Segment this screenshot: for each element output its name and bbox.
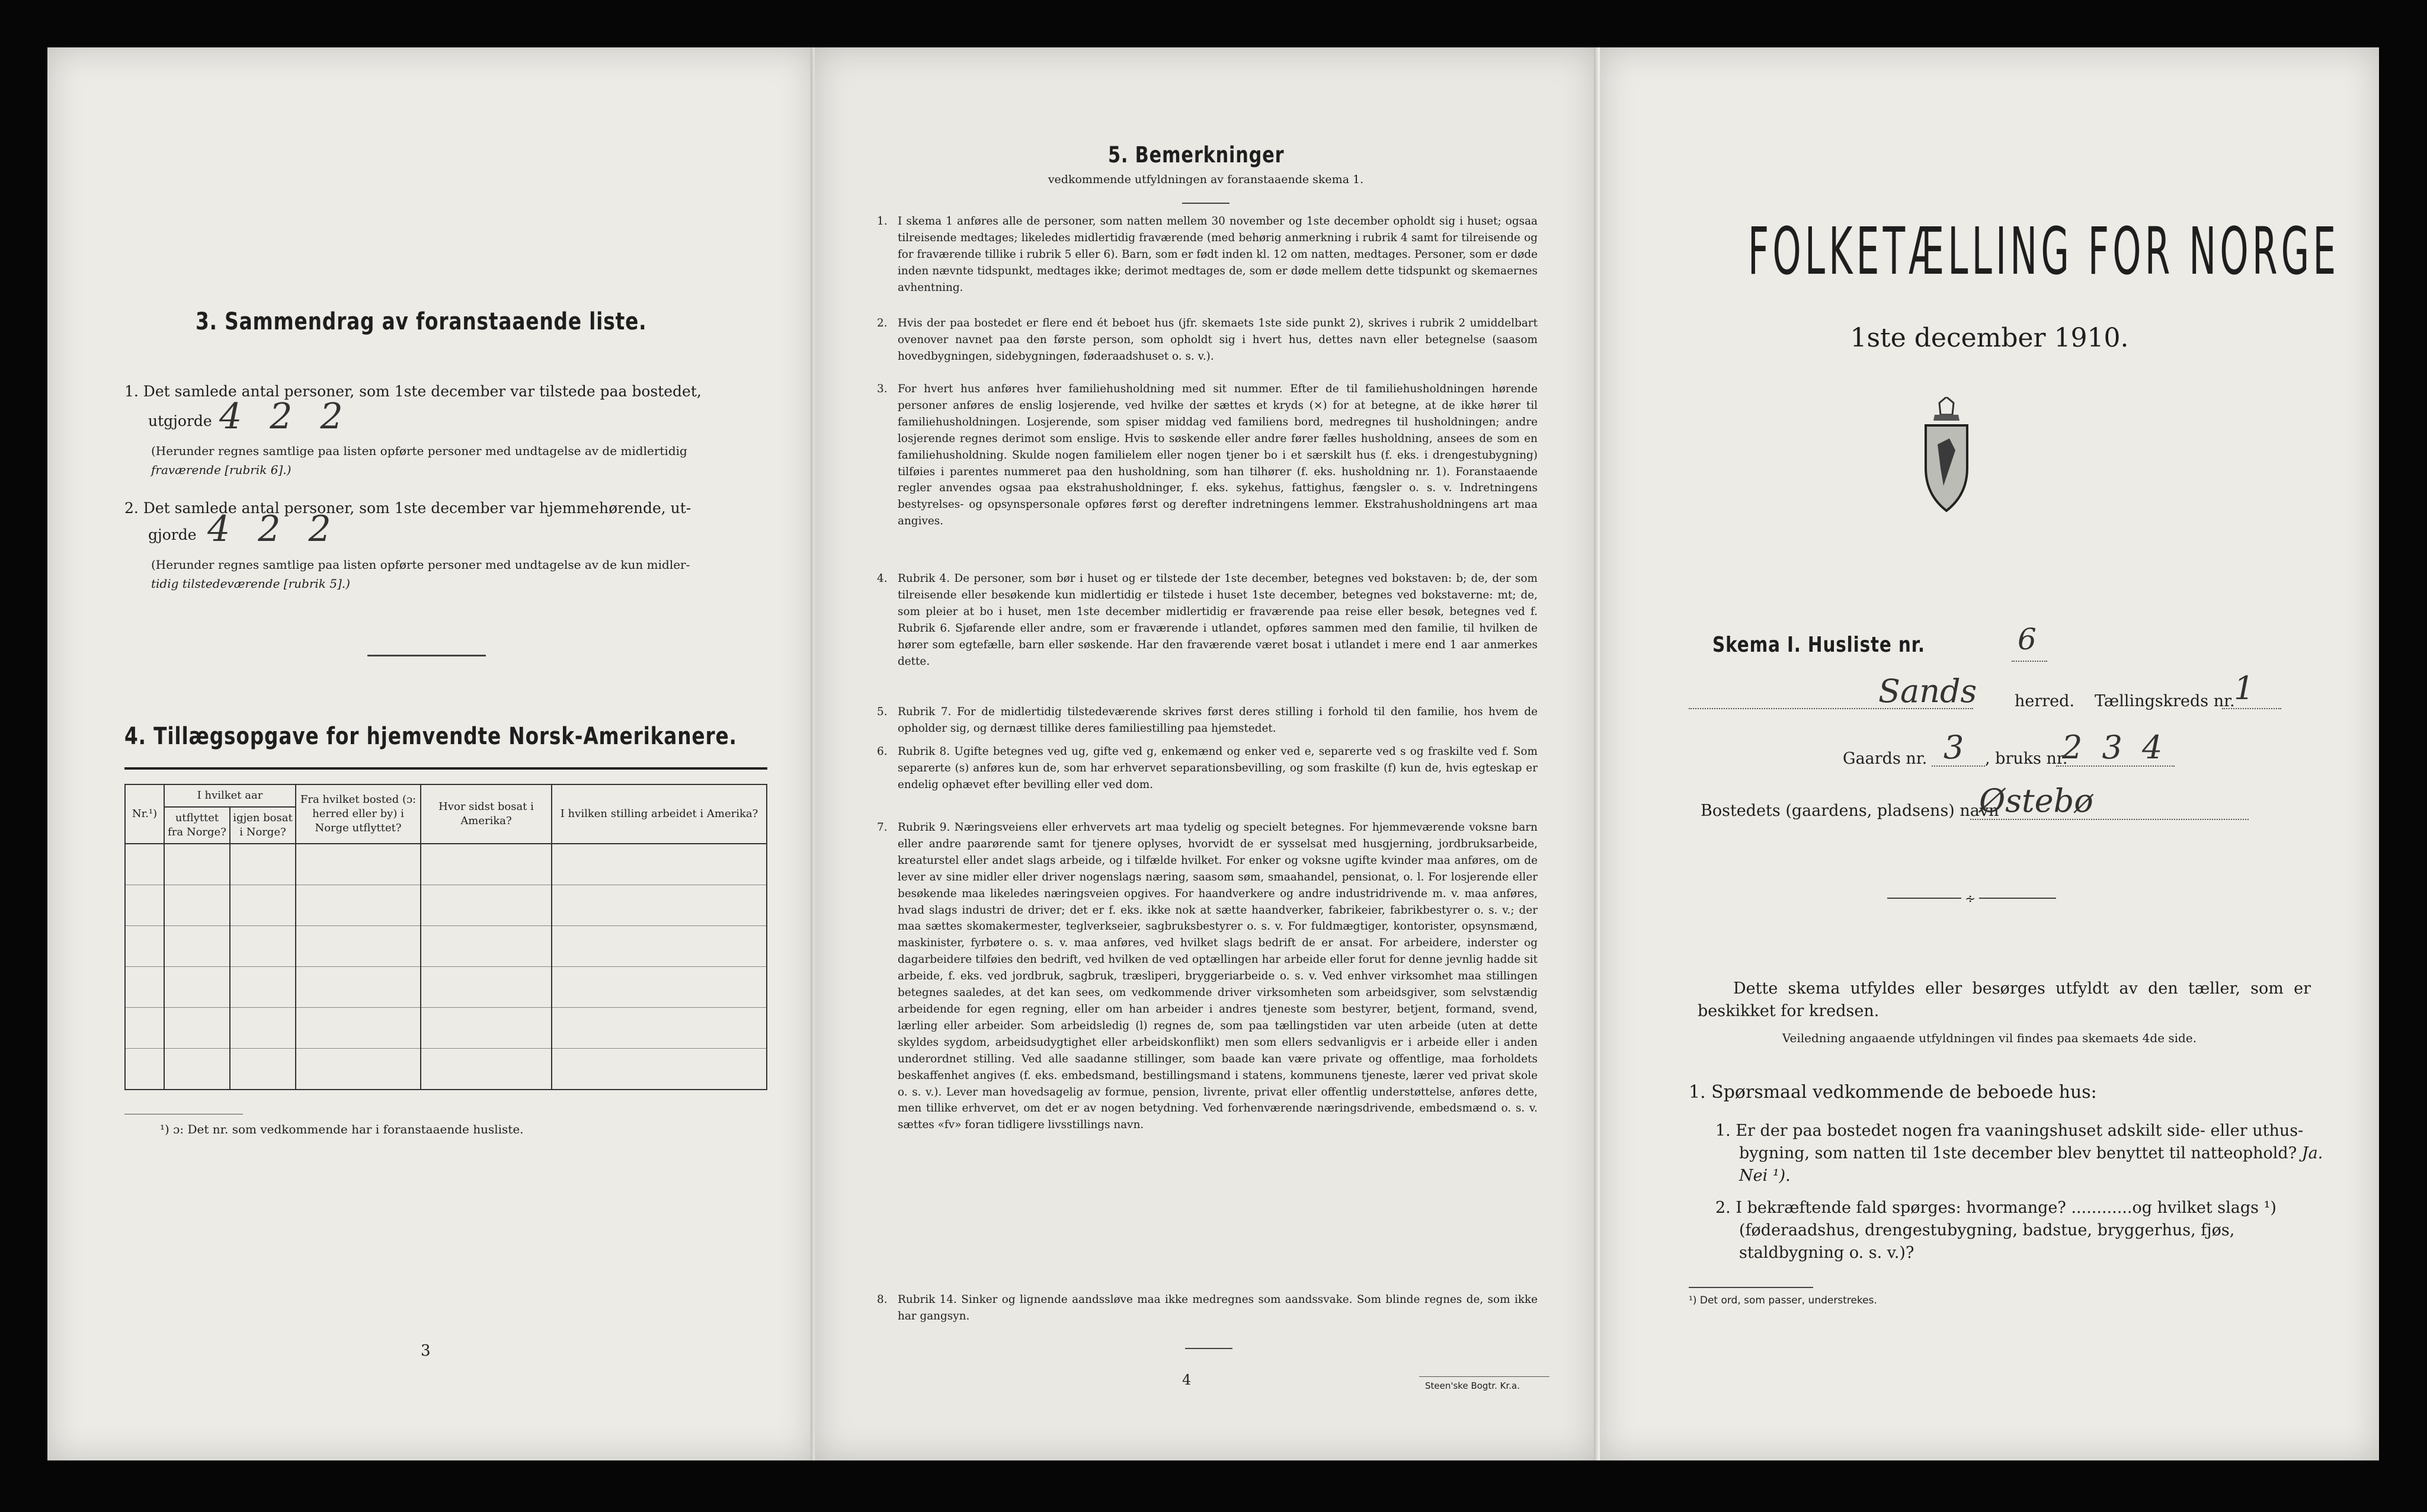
table-row [125,885,767,926]
kreds-label: Tællingskreds nr. [2095,692,2235,710]
census-date: 1ste december 1910. [1850,323,2129,353]
bruks-label: , bruks nr. [1985,749,2068,768]
herred-label: herred. [2015,692,2075,710]
col-nr: Nr.¹) [125,784,164,844]
gaards-value[interactable]: 3 [1943,729,1964,766]
item1-text: 1. Det samlede antal personer, som 1ste december var tilstede paa bostedet, [124,383,702,400]
col-emigrated: utflyttet fra Norge? [164,807,230,844]
gaards-label: Gaards nr. [1843,749,1927,768]
remark-text: Rubrik 4. De personer, som bør i huset og er tilstede der 1ste december, betegnes ved bokstaven: b; de, der som tilreisende eller besøkende kun midlertidig er tilstede i huset 1ste december, betegnes ved bokstaverne: mt; de, som pleier at bo i huset, men 1ste december midlertidig er fraværende paa reise eller besøk, betegnes ved f. Rubrik 6. Sjøfarende eller andre, som er fraværende i utlandet, opføres sammen med den familie, til hvilken de hører som egtefælle, barn eller søskende. Har den fraværende været bosat i utlandet i mere end 1 aar anmerkes dette. [898,572,1538,668]
census-title: FOLKETÆLLING FOR NORGE [1747,213,2340,289]
remarks-title: 5. Bemerkninger [1108,142,1285,168]
printer-name: Steen'ske Bogtr. Kr.a. [1425,1380,1520,1391]
husliste-number[interactable]: 6 [2018,622,2037,656]
question-1-text: 1. Er der paa bostedet nogen fra vaaningshuset adskilt side- eller uthus-bygning, som natten til 1ste december blev benyttet til natteophold? [1715,1122,2304,1162]
gaards-line [1932,765,1985,767]
remark-4 [877,571,1538,669]
col-returned: igjen bosat i Norge? [230,807,296,844]
remark-text: Hvis der paa bostedet er flere end ét beboet hus (jfr. skemaets 1ste side punkt 2), skrives i rubrik 2 umiddelbart ovenover navnet paa den første person, som opholdt sig i hvert hus, dettes navn eller betegnelse (saasom hovedbygningen, sidebygningen, føderaadshuset o. s. v.). [898,317,1538,363]
remark-8 [877,1292,1538,1325]
page-number: 3 [421,1342,431,1360]
section4-title: 4. Tillægsopgave for hjemvendte Norsk-Amerikanere. [124,723,737,750]
remark-2 [877,315,1538,365]
bosted-value[interactable]: Østebø [1979,782,2093,819]
col-last-residence: Hvor sidst bosat i Amerika? [421,784,552,844]
col-year-group: I hvilket aar [164,784,296,807]
skema-label: Skema I. Husliste nr. [1712,633,1925,657]
info-note: Veiledning angaaende utfyldningen vil findes paa skemaets 4de side. [1782,1031,2197,1045]
item1-prefix: utgjorde [148,412,212,430]
divider [1182,203,1229,204]
question-2: 2. I bekræftende fald spørges: hvormange? ............og hvilket slags ¹) (føderaadshus, drengestubygning, badstue, bryggerhus, fjøs, staldbygning o. s. v.)? [1715,1199,2276,1262]
section3-title: 3. Sammendrag av foranstaaende liste. [196,308,647,335]
remark-text: Rubrik 9. Næringsveiens eller erhvervets art maa tydelig og specielt betegnes. For hjemmeværende voksne barn eller andre paarørende samt for tjenere oplyses, hvorvidt de er sysselsat med husgjerning, jordbruksarbeide, kreaturstel eller andet slags arbeide, og i tilfælde hvilket. For enker og voksne ugifte kvinder maa anføres, om de lever av sine midler eller driver nogenslags næring, saasom søm, smaahandel, pensionat, o. l. For losjerende eller besøkende maa likeledes næringsveien opgives. For haandverkere og andre industridrivende m. v. maa anføres, hvad slags industri de driver; det er f. eks. ikke nok at sætte haandverker, fabrikeier, fabrikbestyrer o. s. v.; der maa sættes skomakermester, teglverkseier, sagbruksbestyrer o. s. v. For fuldmægtiger, kontorister, opsynsmænd, maskinister, fyrbøtere o. s. v. maa anføres, ved hvilket slags bedrift de er ansat. For arbeidere, inderster og dagarbeidere tilføies den bedrift, ved hvilken de ved optællingen har arbeide eller forut for denne jevnlig hadde sit arbeide, f. eks. ved jordbruk, sagbruk, træsliperi, bryggeriarbeide o. s. v. Ved enhver virksomhet maa stillingen betegnes saaledes, at det kan sees, om vedkommende driver virksomheten som arbeidsgiver, som selvstændig arbeidende for egen regning, eller om han arbeider i andres tjeneste som bestyrer, betjent, formand, svend, lærling eller arbeider. Som arbeidsledig (l) regnes de, som paa tællingstiden var uten arbeide (uten at dette skyldes sygdom, arbeidsudygtighet eller arbeidskonflikt) men som ellers sedvanligvis er i arbeide eller i anden underordnet stilling. Ved alle saadanne stillinger, som baade kan være private og offentlige, maa forholdets beskaffenhet angives (f. eks. embedsmand, bestillingsmand i statens, kommunens tjeneste, lærer ved privat skole o. s. v.). Lever man hovedsagelig av formue, pension, livrente, privat eller offentlig understøttelse, anføres dette, men tillike erhvervet, om det er av nogen betydning. Ved forhenværende næringsdrivende, embedsmænd o. s. v. sættes «fv» foran tidligere livsstillings navn. [898,821,1538,1132]
remark-text: Rubrik 14. Sinker og lignende aandssløve maa ikke medregnes som aandssvake. Som blinde regnes de, som ikke har gangsyn. [898,1293,1538,1322]
remark-number: 3. [877,383,888,395]
divider [367,655,486,656]
kreds-line [2222,708,2281,709]
herred-value[interactable]: Sands [1878,672,1977,710]
table-top-rule [124,767,767,770]
remark-6 [877,744,1538,793]
bosted-label: Bostedets (gaardens, pladsens) navn [1701,802,1999,820]
remark-text: I skema 1 anføres alle de personer, som natten mellem 30 november og 1ste december opholdt sig i huset; ogsaa tilreisende medtages; likeledes midlertidig fraværende (med behørig anmerkning i rubrik 4 samt for tilreisende og for fraværende tillike i rubrik 5 eller 6). Barn, som er født inden kl. 12 om natten, medtages. Personer, som er døde inden nævnte tidspunkt, medtages ikke; derimot medtages de, som er døde mellem dette tidspunkt og skemaernes avhentning. [898,215,1538,294]
table-row [125,1049,767,1090]
remark-number: 8. [877,1293,888,1306]
remark-number: 1. [877,215,888,228]
info-text: Dette skema utfyldes eller besørges utfyldt av den tæller, som er beskikket for kredsen. [1698,979,2311,1020]
remark-text: Rubrik 8. Ugifte betegnes ved ug, gifte ved g, enkemænd og enker ved e, separerte ved s og fraskilte ved f. Som separerte (s) anføres kun de, som har erhvervet separationsbevilling, og som fraskilte (f) kun de, hvis egteskap er endelig ophævet efter bevilling eller ved dom. [898,745,1538,791]
page-summary [47,47,815,1460]
page-number: 4 [1182,1372,1192,1388]
remark-number: 2. [877,317,888,329]
table-row [125,844,767,885]
item1-note1: (Herunder regnes samtlige paa listen opførte personer med undtagelse av de midlertidig [151,444,687,458]
coat-of-arms-icon [1917,397,1976,515]
footnote: ¹) ɔ: Det nr. som vedkommende har i foranstaaende husliste. [160,1122,524,1136]
remark-5 [877,704,1538,737]
item2-note1: (Herunder regnes samtlige paa listen opførte personer med undtagelse av de kun midler- [151,558,690,572]
page-cover [1600,47,2379,1460]
remark-number: 5. [877,706,888,718]
remark-3 [877,381,1538,530]
bosted-line [1970,819,2249,820]
remark-text: Rubrik 7. For de midlertidig tilstedeværende skrives først deres stilling i forhold til den familie, hos hvem de opholder sig, og dernæst tillike deres familiestilling paa hjemstedet. [898,706,1538,735]
footnote-rule [1689,1287,1813,1288]
remark-text: For hvert hus anføres hver familiehusholdning med sit nummer. Efter de til familiehusholdningen hørende personer anføres de enslig losjerende, ved hvilke der sættes et kryds (×) for at betegne, at de ikke hører til familiehusholdningen. Losjerende, som spiser middag ved familiens bord, medregnes til husholdningen; andre losjerende regnes derimot som enslige. Hvis to søskende eller andre fører fælles husholdning, ansees de som en familiehusholdning. Skulde nogen familielem eller nogen tjener bo i et særskilt hus (f. eks. i drengestubygning) tilføies i parentes nummeret paa den husholdning, som han tilhører (f. eks. husholdning nr. 1). Foranstaaende regler anvendes ogsaa paa ekstrahusholdninger, f. eks. sykehus, fattighus, fængsler o. s. v. Indretningens bestyrelses- og opsynspersonale opføres først og derefter indretningens lemmer. Ekstrahusholdningens art maa angives. [898,383,1538,528]
kreds-value[interactable]: 1 [2234,669,2255,707]
questions-heading: 1. Spørsmaal vedkommende de beboede hus: [1689,1082,2097,1103]
table-row [125,1008,767,1049]
remark-number: 7. [877,821,888,834]
remark-7 [877,819,1538,1133]
item2-prefix: gjorde [148,526,197,543]
bruks-value[interactable]: 2 3 4 [2062,729,2167,766]
col-occupation: I hvilken stilling arbeidet i Amerika? [552,784,767,844]
item2-note2: tidig tilstedeværende [rubrik 5].) [151,576,350,591]
remarks-subtitle: vedkommende utfyldningen av foranstaaende skema 1. [1048,173,1364,186]
item1-value[interactable]: 4 2 2 [219,396,351,437]
husliste-line [2012,661,2047,662]
bruks-line [2056,765,2175,767]
table-row [125,967,767,1008]
question-1-answer[interactable]: Ja. Nei ¹). [1739,1144,2323,1185]
remark-1 [877,213,1538,296]
remark-number: 6. [877,745,888,758]
question-1 [1715,1120,2332,1187]
ornament-icon: ∻ [1961,892,1979,906]
item2-text: 2. Det samlede antal personer, som 1ste december var hjemmehørende, ut- [124,499,691,517]
footnote: ¹) Det ord, som passer, understrekes. [1689,1295,1877,1306]
col-from-place: Fra hvilket bosted (ɔ: herred eller by) i Norge utflyttet? [296,784,421,844]
item1-note2: fraværende [rubrik 6].) [151,463,292,477]
item2-value[interactable]: 4 2 2 [207,508,340,550]
divider [1185,1348,1232,1349]
table-row [125,926,767,967]
page-remarks [815,47,1597,1460]
printer-rule [1419,1376,1549,1377]
remark-number: 4. [877,572,888,585]
returnees-table [124,784,767,1090]
